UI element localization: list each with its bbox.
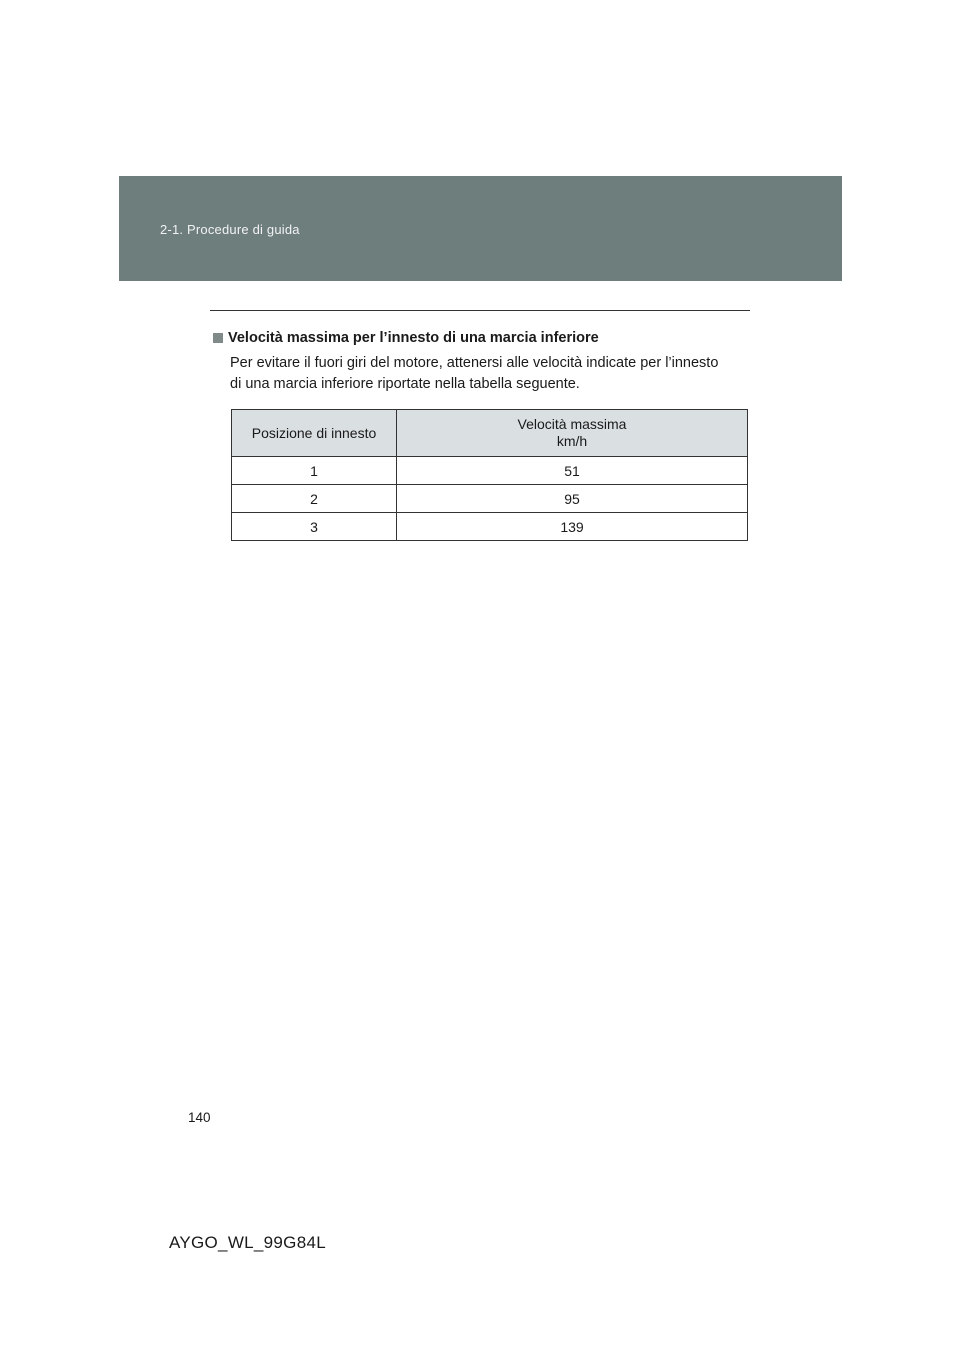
square-bullet-icon — [213, 333, 223, 343]
subheading-text: Velocità massima per l’innesto di una marcia inferiore — [228, 330, 599, 346]
paragraph-line-2: di una marcia inferiore riportate nella tabella seguente. — [230, 376, 580, 392]
table-row — [232, 513, 748, 541]
table-row — [232, 485, 748, 513]
subheading — [213, 330, 599, 346]
speed-cell: 95 — [397, 485, 748, 513]
max-speed-table — [231, 409, 748, 541]
document-code: AYGO_WL_99G84L — [169, 1233, 326, 1252]
paragraph-line-1: Per evitare il fuori giri del motore, attenersi alle velocità indicate per l’innesto — [230, 355, 719, 371]
column-header-speed-line1: Velocità massima — [517, 416, 627, 432]
table-header-row — [232, 410, 748, 457]
body-paragraph — [230, 353, 755, 395]
column-header-gear-text: Posizione di innesto — [251, 424, 377, 441]
speed-cell: 139 — [397, 513, 748, 541]
column-header-speed-line2: km/h — [556, 433, 588, 449]
speed-cell: 51 — [397, 457, 748, 485]
gear-cell: 1 — [232, 457, 397, 485]
gear-cell: 3 — [232, 513, 397, 541]
section-divider — [210, 310, 750, 311]
header-band — [119, 176, 842, 281]
gear-cell: 2 — [232, 485, 397, 513]
page-number: 140 — [188, 1110, 211, 1125]
table-row — [232, 457, 748, 485]
column-header-gear — [232, 410, 397, 457]
section-title: 2-1. Procedure di guida — [160, 222, 300, 237]
column-header-speed — [397, 410, 748, 457]
